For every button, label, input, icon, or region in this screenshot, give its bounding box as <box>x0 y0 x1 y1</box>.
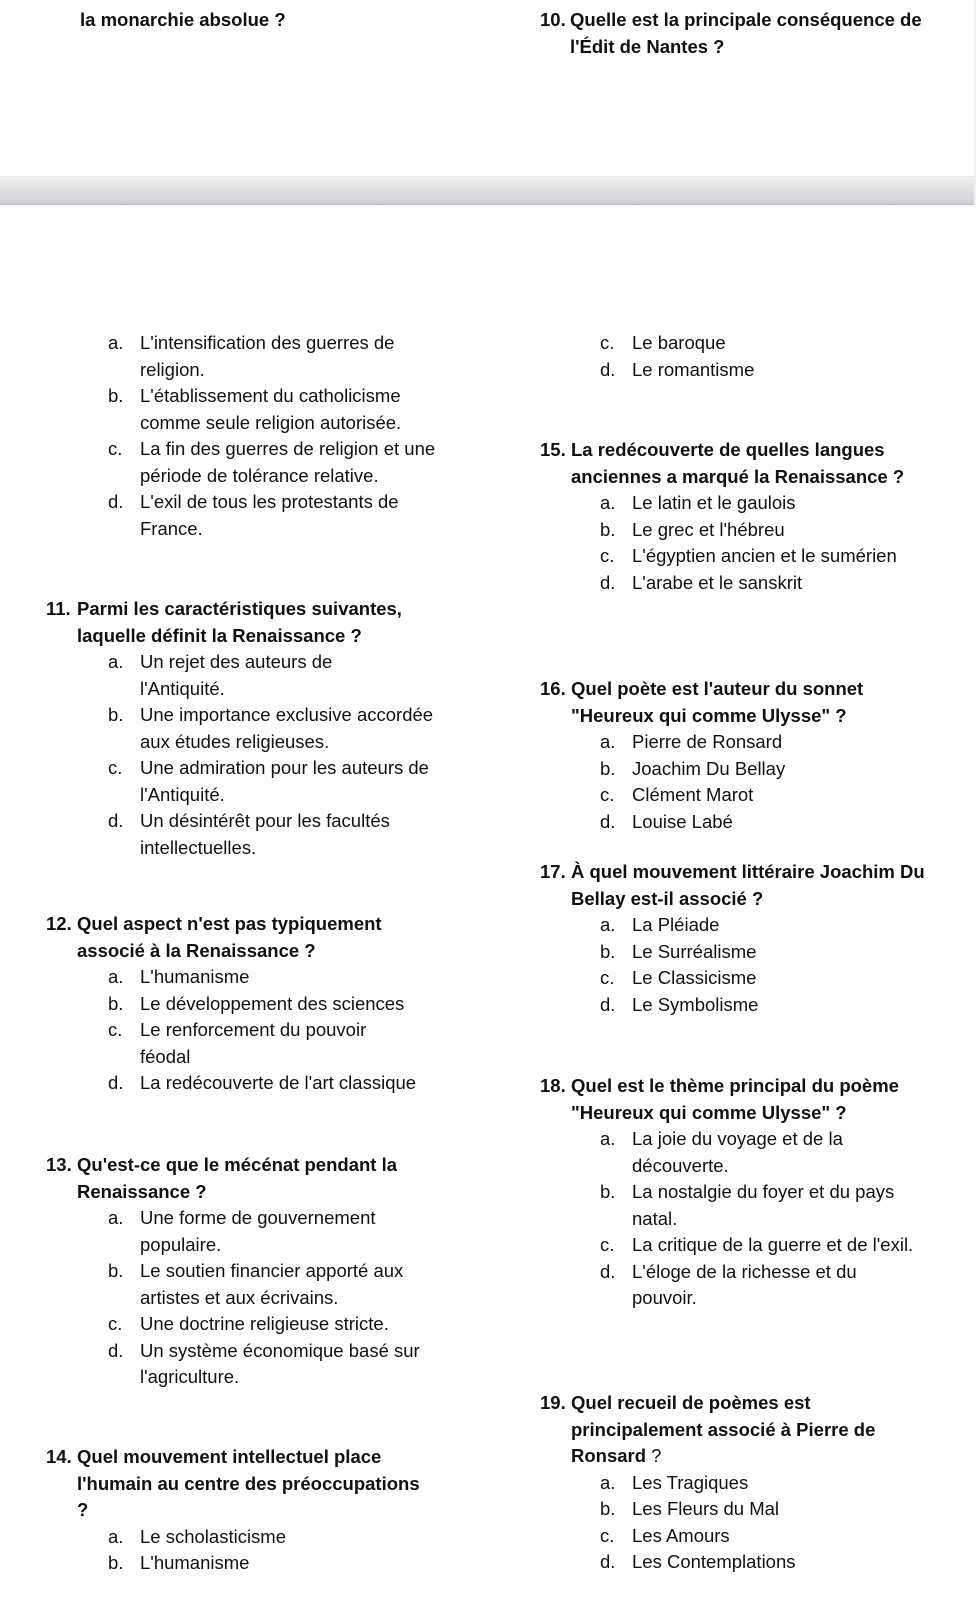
question-text: Quel est le thème principal du poème "Heureux qui comme Ulysse" ? <box>571 1075 899 1123</box>
option-letter: b. <box>600 940 616 962</box>
option-a[interactable] <box>600 490 970 517</box>
option-letter: a. <box>600 731 616 752</box>
option-letter: c. <box>600 784 615 805</box>
option-d[interactable] <box>108 1070 466 1097</box>
option-text: L'éloge de la richesse et du pouvoir. <box>632 1260 857 1308</box>
option-text: Le romantisme <box>632 358 755 380</box>
option-b[interactable] <box>108 1258 466 1311</box>
option-letter: c. <box>108 757 123 778</box>
option-text: Le latin et le gaulois <box>632 492 796 513</box>
question-16 <box>540 676 970 835</box>
option-b[interactable] <box>600 1496 970 1523</box>
option-b[interactable] <box>108 991 466 1018</box>
option-d[interactable] <box>600 570 970 597</box>
question-number: 12. <box>46 913 72 934</box>
question-text: Quelle est la principale conséquence de l'Édit de Nantes ? <box>570 9 922 57</box>
option-a[interactable] <box>108 649 456 702</box>
option-a[interactable] <box>108 1524 466 1551</box>
question-15 <box>540 437 970 596</box>
option-d[interactable] <box>108 1338 466 1391</box>
question-text: Quel mouvement intellectuel place l'humain au centre des préoccupations ? <box>77 1446 420 1520</box>
option-text: Une importance exclusive accordée aux études religieuses. <box>140 704 434 752</box>
option-letter: b. <box>600 757 616 779</box>
option-letter: d. <box>600 1260 616 1282</box>
previous-question-tail: la monarchie absolue ? <box>80 9 286 30</box>
option-a[interactable] <box>600 729 970 756</box>
option-d[interactable] <box>600 357 960 384</box>
option-text: Pierre de Ronsard <box>632 731 783 752</box>
option-letter: d. <box>600 810 616 832</box>
option-c[interactable] <box>600 965 970 992</box>
option-text: La Pléiade <box>632 914 720 935</box>
question-number: 18. <box>540 1075 566 1096</box>
option-text: La nostalgie du foyer et du pays natal. <box>632 1181 895 1229</box>
option-letter: c. <box>600 1524 615 1546</box>
option-text: Le scholasticisme <box>140 1525 287 1547</box>
option-text: Les Amours <box>632 1524 730 1546</box>
question-text: Qu'est-ce que le mécénat pendant la Renaissance ? <box>77 1154 398 1202</box>
question-19 <box>540 1390 970 1576</box>
option-letter: c. <box>600 1234 615 1255</box>
question-number: 11. <box>46 598 71 619</box>
option-text: L'égyptien ancien et le sumérien <box>632 545 897 566</box>
option-text: Les Contemplations <box>632 1551 796 1572</box>
option-d[interactable] <box>600 992 970 1019</box>
question-text-end: Ronsard <box>571 1445 647 1466</box>
option-text: La critique de la guerre et de l'exil. <box>632 1234 914 1255</box>
option-a[interactable] <box>108 1205 466 1258</box>
option-text: Le soutien financier apporté aux artistes et aux écrivains. <box>140 1260 404 1308</box>
option-c[interactable] <box>108 1017 466 1070</box>
option-d[interactable] <box>600 1549 970 1576</box>
option-letter: c. <box>600 332 615 353</box>
question-number: 16. <box>540 678 566 699</box>
question-mark: ? <box>646 1445 662 1466</box>
option-letter: c. <box>600 545 615 566</box>
option-text: Clément Marot <box>632 784 754 805</box>
option-letter: d. <box>600 571 616 593</box>
question-18 <box>540 1073 970 1312</box>
option-a[interactable] <box>600 912 970 939</box>
option-letter: b. <box>108 1552 124 1573</box>
option-text: La fin des guerres de religion et une période de tolérance relative. <box>140 438 436 486</box>
option-text: Les Tragiques <box>632 1471 749 1493</box>
option-c[interactable] <box>600 330 960 357</box>
option-text: Le grec et l'hébreu <box>632 518 785 540</box>
question-number: 13. <box>46 1154 72 1175</box>
question-13 <box>46 1152 466 1391</box>
option-b[interactable] <box>600 1179 970 1232</box>
question-10 <box>540 7 960 60</box>
option-letter: b. <box>600 1181 616 1202</box>
option-d[interactable] <box>108 489 468 542</box>
option-letter: d. <box>108 1072 124 1093</box>
question-11 <box>46 596 456 861</box>
option-a[interactable] <box>600 1126 970 1179</box>
option-text: Un système économique basé sur l'agriculture. <box>140 1339 420 1387</box>
question-number: 17. <box>540 861 566 882</box>
option-letter: a. <box>108 1525 124 1547</box>
option-letter: a. <box>600 1471 616 1493</box>
question-text: Quel aspect n'est pas typiquement associé à la Renaissance ? <box>77 913 382 961</box>
option-b[interactable] <box>600 517 970 544</box>
option-letter: d. <box>600 358 616 380</box>
option-letter: b. <box>108 992 124 1014</box>
question-text: Quel recueil de poèmes est principalement associé à Pierre de <box>571 1392 876 1440</box>
option-letter: b. <box>108 385 124 406</box>
option-c[interactable] <box>600 543 970 570</box>
option-letter: a. <box>108 966 124 987</box>
option-letter: b. <box>600 1498 616 1519</box>
option-letter: b. <box>108 704 124 725</box>
option-b[interactable] <box>600 756 970 783</box>
option-b[interactable] <box>108 702 456 755</box>
question-number: 19. <box>540 1392 566 1413</box>
page-separator <box>0 176 976 205</box>
option-letter: d. <box>108 1339 124 1361</box>
option-text: Une admiration pour les auteurs de l'Antiquité. <box>140 757 429 805</box>
option-b[interactable] <box>108 1550 466 1577</box>
option-letter: d. <box>108 810 124 831</box>
option-c[interactable] <box>108 436 468 489</box>
question-text: Parmi les caractéristiques suivantes, laquelle définit la Renaissance ? <box>77 598 402 646</box>
question-14-continued-options <box>600 330 960 383</box>
question-17 <box>540 859 970 1018</box>
option-letter: a. <box>600 492 616 513</box>
option-text: Louise Labé <box>632 810 733 832</box>
question-number: 15. <box>540 439 566 460</box>
option-a[interactable] <box>108 964 466 991</box>
option-text: Les Fleurs du Mal <box>632 1498 780 1519</box>
option-text: Une forme de gouvernement populaire. <box>140 1207 376 1255</box>
option-d[interactable] <box>108 808 456 861</box>
question-14 <box>46 1444 466 1577</box>
option-letter: a. <box>108 1207 124 1228</box>
option-c[interactable] <box>600 1523 970 1550</box>
option-letter: d. <box>600 993 616 1015</box>
question-number: 10. <box>540 9 566 30</box>
option-text: La redécouverte de l'art classique <box>140 1072 417 1093</box>
option-c[interactable] <box>108 1311 466 1338</box>
option-letter: a. <box>108 651 124 672</box>
option-b[interactable] <box>108 383 468 436</box>
question-text: La redécouverte de quelles langues anciennes a marqué la Renaissance ? <box>571 439 905 487</box>
option-letter: c. <box>108 1313 123 1334</box>
option-letter: a. <box>600 914 616 935</box>
question-10-options <box>108 330 468 542</box>
option-letter: c. <box>108 1019 123 1040</box>
option-letter: d. <box>108 491 124 512</box>
option-text: L'exil de tous les protestants de France. <box>140 491 399 539</box>
option-letter: c. <box>108 438 123 459</box>
option-text: Un rejet des auteurs de l'Antiquité. <box>140 651 333 699</box>
option-text: La joie du voyage et de la découverte. <box>632 1128 843 1176</box>
page-top-fragment <box>0 0 976 176</box>
question-number: 14. <box>46 1446 72 1467</box>
question-12 <box>46 911 466 1097</box>
option-b[interactable] <box>600 939 970 966</box>
option-letter: d. <box>600 1551 616 1572</box>
option-text: Une doctrine religieuse stricte. <box>140 1313 389 1334</box>
option-letter: c. <box>600 967 615 988</box>
option-text: Le Classicisme <box>632 967 757 988</box>
option-letter: a. <box>600 1128 616 1149</box>
question-text: À quel mouvement littéraire Joachim Du Bellay est-il associé ? <box>571 861 925 909</box>
option-letter: b. <box>600 518 616 540</box>
option-letter: a. <box>108 332 124 353</box>
option-text: Le développement des sciences <box>140 992 405 1014</box>
option-d[interactable] <box>600 809 970 836</box>
option-c[interactable] <box>108 755 456 808</box>
option-text: Le Surréalisme <box>632 940 757 962</box>
option-d[interactable] <box>600 1259 970 1312</box>
option-letter: b. <box>108 1260 124 1281</box>
option-c[interactable] <box>600 782 970 809</box>
option-text: L'établissement du catholicisme comme seule religion autorisée. <box>140 385 402 433</box>
option-a[interactable] <box>108 330 468 383</box>
option-text: L'humanisme <box>140 1552 250 1573</box>
option-a[interactable] <box>600 1470 970 1497</box>
option-text: Joachim Du Bellay <box>632 757 786 779</box>
option-text: Un désintérêt pour les facultés intellectuelles. <box>140 810 390 858</box>
question-text: Quel poète est l'auteur du sonnet "Heureux qui comme Ulysse" ? <box>571 678 864 726</box>
option-text: L'intensification des guerres de religion. <box>140 332 395 380</box>
option-text: L'arabe et le sanskrit <box>632 571 803 593</box>
option-text: Le renforcement du pouvoir féodal <box>140 1019 367 1067</box>
option-c[interactable] <box>600 1232 970 1259</box>
option-text: Le Symbolisme <box>632 993 759 1015</box>
option-text: Le baroque <box>632 332 726 353</box>
option-text: L'humanisme <box>140 966 250 987</box>
